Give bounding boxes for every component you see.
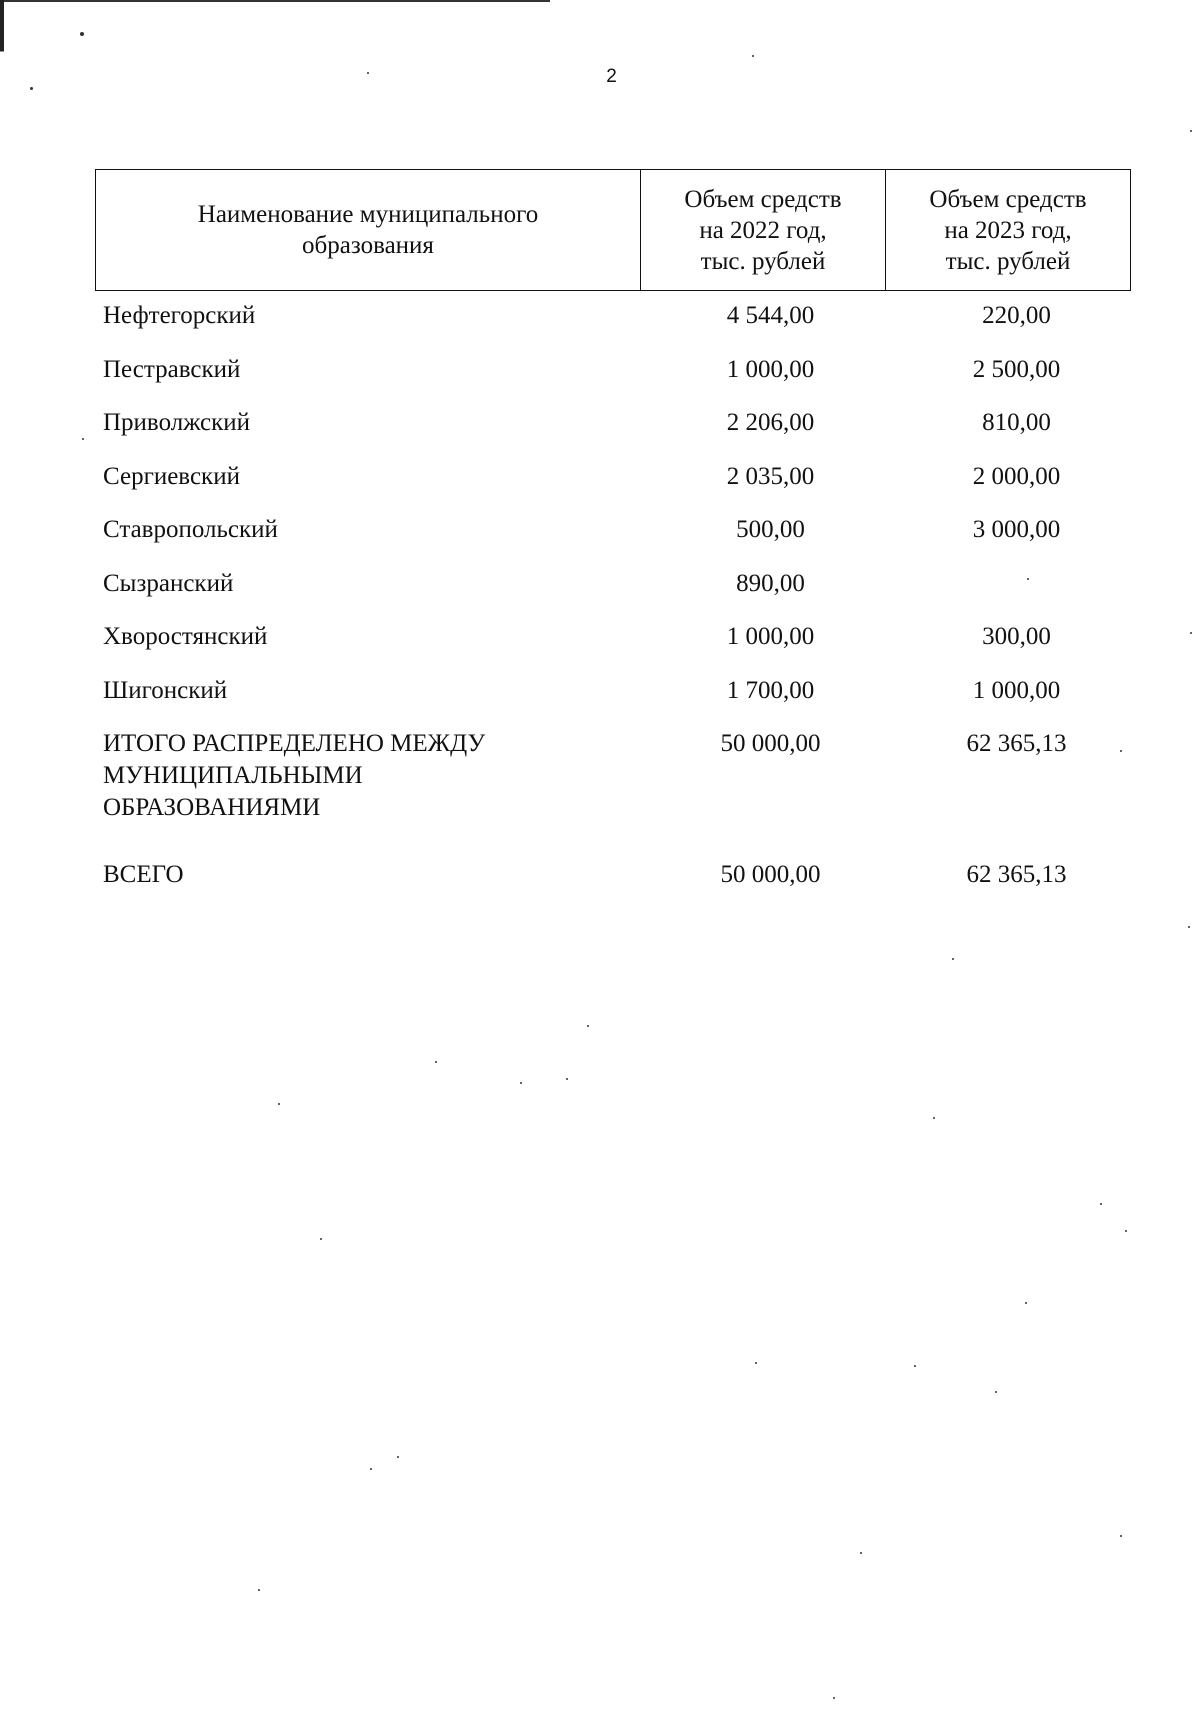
row-name: ИТОГО РАСПРЕДЕЛЕНО МЕЖДУ МУНИЦИПАЛЬНЫМИ ОБРАЗОВАНИЯМИ [103,730,486,821]
row-value-2022: 500,00 [736,516,805,543]
row-value-2022: 50 000,00 [720,730,821,757]
row-value-2022: 890,00 [736,569,805,597]
row-value-2023: 300,00 [982,623,1051,650]
header-volume-2023: Объем средств на 2023 год, тыс. рублей [885,170,1130,290]
row-name: Приволжский [103,409,251,436]
row-name: Пестравский [103,355,241,383]
row-value-2023 [890,568,1135,622]
row-value-2022: 1 000,00 [726,623,815,650]
row-value-2023: 3 000,00 [972,516,1061,543]
row-name: Сызранский [103,569,234,597]
row-name: ВСЕГО [103,861,184,888]
row-value-2023: 220,00 [982,302,1051,329]
row-value-2023: 810,00 [982,409,1051,436]
table-row [103,514,1123,568]
scan-edge-line [0,0,550,2]
row-value-2023: 2 500,00 [972,355,1061,383]
row-value-2022: 2 206,00 [726,409,815,436]
table-header [95,169,1131,291]
table-row [103,300,1123,354]
row-name: Ставропольский [103,516,278,543]
table-row-subtotal [103,728,1123,859]
table-body [103,300,1123,913]
table-row [103,461,1123,515]
row-value-2022: 1 700,00 [726,676,815,704]
row-value-2022: 50 000,00 [720,861,821,888]
table-row [103,407,1123,461]
row-value-2023: 2 000,00 [972,462,1061,490]
table-row [103,621,1123,675]
row-name: Хворостянский [103,623,268,650]
row-value-2022: 4 544,00 [726,302,815,329]
row-name: Сергиевский [103,462,240,490]
page-number: 2 [606,66,617,87]
table-row [103,354,1123,408]
row-name: Нефтегорский [103,302,256,329]
table-row-total [103,859,1123,913]
row-value-2023: 1 000,00 [972,676,1061,704]
row-value-2023: 62 365,13 [966,730,1067,757]
scan-margin-line [0,0,4,1711]
row-value-2022: 2 035,00 [726,462,815,490]
row-value-2022: 1 000,00 [726,355,815,383]
row-value-2023: 62 365,13 [966,861,1067,888]
header-volume-2022: Объем средств на 2022 год, тыс. рублей [640,170,885,290]
header-municipality: Наименование муниципального образования [197,201,539,259]
table-row [103,675,1123,729]
table-row [103,568,1123,622]
row-name: Шигонский [103,676,228,704]
